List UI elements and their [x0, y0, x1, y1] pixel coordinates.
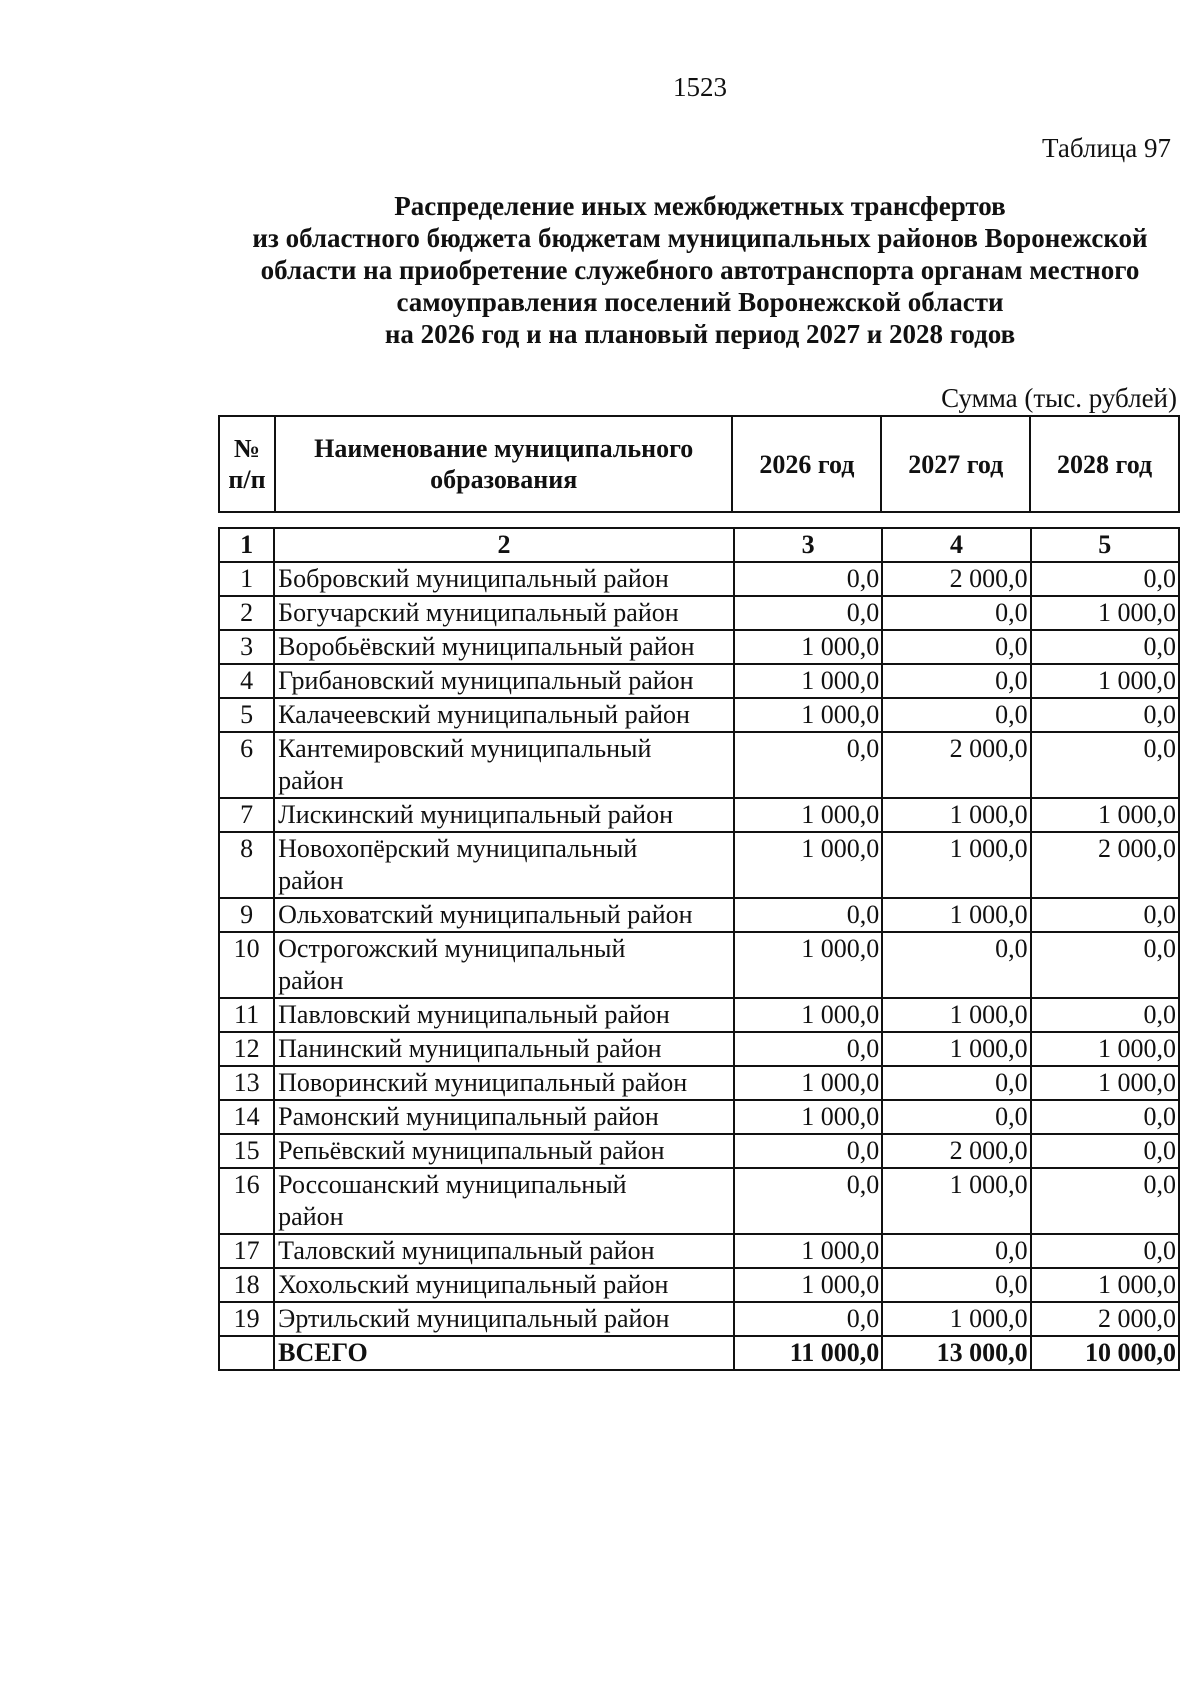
municipality-name-line1: Острогожский муниципальный: [278, 934, 626, 963]
amount-2026: 1 000,0: [734, 1100, 882, 1134]
municipality-name: [274, 596, 734, 630]
amount-2026: 0,0: [734, 1134, 882, 1168]
amount-2028: 0,0: [1031, 732, 1179, 798]
row-number: 12: [219, 1032, 274, 1066]
row-number: 13: [219, 1066, 274, 1100]
table-row: [219, 1268, 1179, 1302]
table-row: [219, 832, 1179, 898]
amount-2027: 1 000,0: [882, 1168, 1030, 1234]
header-number-line2: п/п: [228, 465, 266, 494]
header-name-cell: [275, 416, 733, 512]
municipality-name-line1: Поворинский муниципальный район: [278, 1068, 688, 1097]
amount-2027: 0,0: [882, 932, 1030, 998]
municipality-name-line1: Павловский муниципальный район: [278, 1000, 670, 1029]
row-number: 4: [219, 664, 274, 698]
row-number: 11: [219, 998, 274, 1032]
table-row: [219, 898, 1179, 932]
municipality-name: [274, 932, 734, 998]
municipality-name: [274, 630, 734, 664]
amount-2026: 0,0: [734, 1302, 882, 1336]
amount-2026: 0,0: [734, 596, 882, 630]
title-line: Распределение иных межбюджетных трансфертов: [394, 191, 1006, 221]
municipality-name-line1: Репьёвский муниципальный район: [278, 1136, 665, 1165]
municipality-name-line1: Кантемировский муниципальный: [278, 734, 652, 763]
municipality-name-line1: Лискинский муниципальный район: [278, 800, 673, 829]
data-table: [218, 527, 1180, 1371]
document-title: [200, 190, 1200, 350]
header-name-line2: образования: [430, 465, 578, 494]
header-2026: 2026 год: [732, 416, 881, 512]
table-row: [219, 1168, 1179, 1234]
municipality-name-line1: Богучарский муниципальный район: [278, 598, 679, 627]
municipality-name-line2: район: [278, 766, 344, 795]
amount-2026: 1 000,0: [734, 630, 882, 664]
municipality-name: [274, 732, 734, 798]
table-row: [219, 630, 1179, 664]
table-reference: Таблица 97: [1042, 133, 1171, 163]
title-line: из областного бюджета бюджетам муниципальных районов Воронежской: [252, 223, 1148, 253]
amount-2028: 0,0: [1031, 630, 1179, 664]
total-number: [219, 1336, 274, 1370]
municipality-name: [274, 1032, 734, 1066]
municipality-name-line2: район: [278, 1202, 344, 1231]
municipality-name: [274, 1268, 734, 1302]
amount-2027: 0,0: [882, 1066, 1030, 1100]
amount-2027: 0,0: [882, 664, 1030, 698]
amount-2026: 1 000,0: [734, 832, 882, 898]
amount-2027: 1 000,0: [882, 832, 1030, 898]
municipality-name: [274, 1168, 734, 1234]
title-line: самоуправления поселений Воронежской области: [396, 287, 1004, 317]
municipality-name: [274, 1100, 734, 1134]
municipality-name-line1: Новохопёрский муниципальный: [278, 834, 638, 863]
total-2026: 11 000,0: [734, 1336, 882, 1370]
amount-2028: 0,0: [1031, 1134, 1179, 1168]
page-number: 1523: [673, 72, 727, 102]
amount-2028: 0,0: [1031, 698, 1179, 732]
amount-2027: 1 000,0: [882, 998, 1030, 1032]
header-name-line1: Наименование муниципального: [314, 434, 694, 463]
municipality-name-line1: Россошанский муниципальный: [278, 1170, 627, 1199]
amount-2026: 1 000,0: [734, 1066, 882, 1100]
amount-2028: 1 000,0: [1031, 664, 1179, 698]
row-number: 15: [219, 1134, 274, 1168]
municipality-name-line1: Рамонский муниципальный район: [278, 1102, 659, 1131]
municipality-name-line2: район: [278, 966, 344, 995]
amount-2028: 1 000,0: [1031, 1032, 1179, 1066]
header-table: [218, 415, 1180, 513]
table-row: [219, 1066, 1179, 1100]
municipality-name-line2: район: [278, 866, 344, 895]
row-number: 19: [219, 1302, 274, 1336]
municipality-name-line1: Воробьёвский муниципальный район: [278, 632, 695, 661]
municipality-name-line1: Панинский муниципальный район: [278, 1034, 662, 1063]
amount-2026: 0,0: [734, 1032, 882, 1066]
municipality-name-line1: Хохольский муниципальный район: [278, 1270, 669, 1299]
amount-2026: 1 000,0: [734, 798, 882, 832]
total-label: ВСЕГО: [274, 1336, 734, 1370]
row-number: 9: [219, 898, 274, 932]
header-number-cell: [219, 416, 275, 512]
amount-2027: 1 000,0: [882, 798, 1030, 832]
title-line: области на приобретение служебного автотранспорта органам местного: [260, 255, 1140, 285]
table-row: [219, 998, 1179, 1032]
amount-2027: 1 000,0: [882, 898, 1030, 932]
header-number-line1: №: [233, 434, 261, 463]
municipality-name: [274, 998, 734, 1032]
column-number-row: [219, 528, 1179, 562]
header-2027: 2027 год: [881, 416, 1030, 512]
column-number: 4: [882, 528, 1030, 562]
amount-2028: 2 000,0: [1031, 1302, 1179, 1336]
amount-2026: 1 000,0: [734, 1268, 882, 1302]
amount-2028: 0,0: [1031, 562, 1179, 596]
amount-2028: 1 000,0: [1031, 1268, 1179, 1302]
municipality-name-line1: Ольховатский муниципальный район: [278, 900, 693, 929]
municipality-name-line1: Таловский муниципальный район: [278, 1236, 655, 1265]
municipality-name-line1: Бобровский муниципальный район: [278, 564, 669, 593]
municipality-name-line1: Грибановский муниципальный район: [278, 666, 694, 695]
data-table-body: [219, 528, 1179, 1370]
table-row: [219, 596, 1179, 630]
amount-2027: 0,0: [882, 698, 1030, 732]
municipality-name-line1: Эртильский муниципальный район: [278, 1304, 670, 1333]
amount-2026: 1 000,0: [734, 998, 882, 1032]
amount-2028: 0,0: [1031, 898, 1179, 932]
amount-2026: 1 000,0: [734, 932, 882, 998]
table-row: [219, 1032, 1179, 1066]
amount-2028: 1 000,0: [1031, 1066, 1179, 1100]
row-number: 1: [219, 562, 274, 596]
table-row: [219, 798, 1179, 832]
municipality-name: [274, 698, 734, 732]
amount-2027: 0,0: [882, 596, 1030, 630]
municipality-name-line1: Калачеевский муниципальный район: [278, 700, 690, 729]
row-number: 17: [219, 1234, 274, 1268]
amount-2027: 0,0: [882, 1100, 1030, 1134]
table-row: [219, 1100, 1179, 1134]
table-row: [219, 732, 1179, 798]
column-number: 3: [734, 528, 882, 562]
header-row: [219, 416, 1179, 512]
table-row: [219, 1302, 1179, 1336]
municipality-name: [274, 1134, 734, 1168]
municipality-name: [274, 832, 734, 898]
row-number: 18: [219, 1268, 274, 1302]
amount-2026: 0,0: [734, 1168, 882, 1234]
row-number: 16: [219, 1168, 274, 1234]
amount-2026: 0,0: [734, 732, 882, 798]
column-number: 2: [274, 528, 734, 562]
amount-2026: 0,0: [734, 562, 882, 596]
amount-2028: 1 000,0: [1031, 798, 1179, 832]
amount-2026: 0,0: [734, 898, 882, 932]
table-row: [219, 1134, 1179, 1168]
amount-2028: 0,0: [1031, 1168, 1179, 1234]
table-row: [219, 698, 1179, 732]
municipality-name: [274, 1234, 734, 1268]
municipality-name: [274, 562, 734, 596]
total-2028: 10 000,0: [1031, 1336, 1179, 1370]
table-row: [219, 562, 1179, 596]
amount-2027: 0,0: [882, 630, 1030, 664]
total-2027: 13 000,0: [882, 1336, 1030, 1370]
amount-2027: 0,0: [882, 1268, 1030, 1302]
amount-2027: 2 000,0: [882, 732, 1030, 798]
amount-2027: 2 000,0: [882, 1134, 1030, 1168]
amount-2027: 1 000,0: [882, 1032, 1030, 1066]
title-line: на 2026 год и на плановый период 2027 и 2028 годов: [384, 319, 1016, 349]
amount-2028: 0,0: [1031, 932, 1179, 998]
table-row: [219, 1234, 1179, 1268]
row-number: 2: [219, 596, 274, 630]
row-number: 5: [219, 698, 274, 732]
row-number: 6: [219, 732, 274, 798]
amount-2027: 1 000,0: [882, 1302, 1030, 1336]
row-number: 8: [219, 832, 274, 898]
amount-2026: 1 000,0: [734, 664, 882, 698]
amount-2028: 0,0: [1031, 1100, 1179, 1134]
amount-2028: 0,0: [1031, 1234, 1179, 1268]
municipality-name: [274, 898, 734, 932]
amount-2026: 1 000,0: [734, 698, 882, 732]
municipality-name: [274, 664, 734, 698]
municipality-name: [274, 798, 734, 832]
header-2028: 2028 год: [1030, 416, 1179, 512]
row-number: 14: [219, 1100, 274, 1134]
column-number: 5: [1031, 528, 1179, 562]
table-row: [219, 664, 1179, 698]
amount-2028: 1 000,0: [1031, 596, 1179, 630]
table-row: [219, 932, 1179, 998]
amount-2028: 0,0: [1031, 998, 1179, 1032]
municipality-name: [274, 1302, 734, 1336]
units-label: Сумма (тыс. рублей): [941, 383, 1177, 413]
municipality-name: [274, 1066, 734, 1100]
row-number: 7: [219, 798, 274, 832]
row-number: 10: [219, 932, 274, 998]
amount-2028: 2 000,0: [1031, 832, 1179, 898]
column-number: 1: [219, 528, 274, 562]
total-row: [219, 1336, 1179, 1370]
amount-2026: 1 000,0: [734, 1234, 882, 1268]
row-number: 3: [219, 630, 274, 664]
amount-2027: 0,0: [882, 1234, 1030, 1268]
amount-2027: 2 000,0: [882, 562, 1030, 596]
